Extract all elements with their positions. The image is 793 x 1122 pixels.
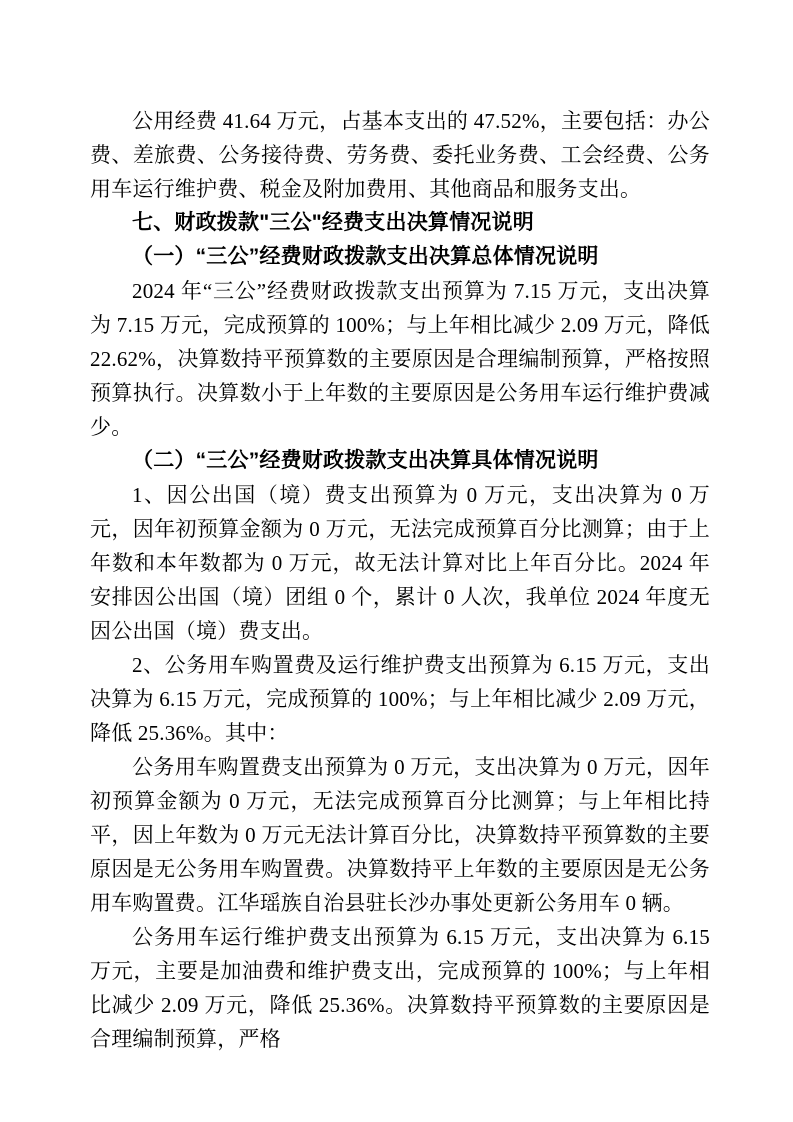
paragraph-vehicle-purchase-detail: 公务用车购置费支出预算为 0 万元，支出决算为 0 万元，因年初预算金额为 0 万元，无法完成预算百分比测算；与上年相比持平，因上年数为 0 万元无法计算百分比，决算数持平预算数的主要原因是无公务用车购置费。决算数持平上年数的主要原因是无公务用车购置费。江华瑶族自治县驻长沙办事处更新公务用车 0 辆。 — [90, 755, 710, 915]
paragraph-vehicle-maintenance-detail: 公务用车运行维护费支出预算为 6.15 万元，支出决算为 6.15 万元，主要是加油费和维护费支出，完成预算的 100%；与上年相比减少 2.09 万元，降低 25.36%。决算数持平预算数的主要原因是合理编制预算，严格 — [90, 925, 710, 1051]
heading-subsection-two-specific-situation: （二）“三公”经费财政拨款支出决算具体情况说明 — [132, 449, 599, 472]
heading-section-seven-three-public-expenses: 七、财政拨款"三公"经费支出决算情况说明 — [132, 211, 534, 234]
paragraph-vehicle-purchase-and-maintenance-total: 2、公务用车购置费及运行维护费支出预算为 6.15 万元，支出决算为 6.15 万元，完成预算的 100%；与上年相比减少 2.09 万元，降低 25.36%。其中： — [90, 653, 710, 745]
heading-subsection-one-overall-situation: （一）“三公”经费财政拨款支出决算总体情况说明 — [132, 245, 599, 268]
paragraph-public-funds-summary: 公用经费 41.64 万元，占基本支出的 47.52%，主要包括：办公费、差旅费、公务接待费、劳务费、委托业务费、工会经费、公务用车运行维护费、税金及附加费用、其他商品和服务支出。 — [90, 109, 710, 201]
paragraph-overseas-trip-expenses: 1、因公出国（境）费支出预算为 0 万元，支出决算为 0 万元，因年初预算金额为 0 万元，无法完成预算百分比测算；由于上年数和本年数都为 0 万元，故无法计算对比上年百分比。2024 年安排因公出国（境）团组 0 个，累计 0 人次，我单位 2024 年度无因公出国（境）费支出。 — [90, 483, 710, 643]
paragraph-three-public-overall-figures: 2024 年“三公”经费财政拨款支出预算为 7.15 万元，支出决算为 7.15 万元，完成预算的 100%；与上年相比减少 2.09 万元，降低 22.62%，决算数持平预算数的主要原因是合理编制预算，严格按照预算执行。决算数小于上年数的主要原因是公务用车运行维护费减少。 — [90, 279, 710, 439]
